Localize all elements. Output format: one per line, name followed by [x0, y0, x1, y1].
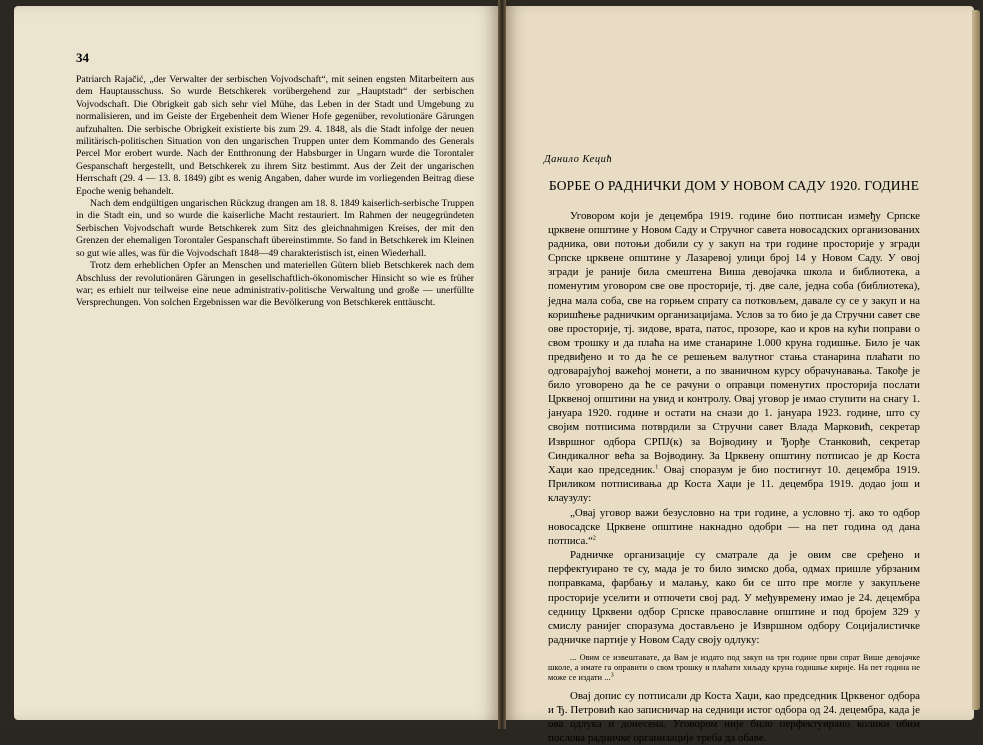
right-paragraph: Радничке организације су сматрале да је овим све сређено и перфектуирано те су, мада је то било зимско доба, одмах пришле убрзаним поправкама, фарбању и малању, како би се што пре могле у закупљене просторије уселити и отпочети свој рад. У међувремену имао је 24. децембра седницу Црквени одбор Српске православне општине и под бројем 329 у смислу ранијег споразума достављено је Извршном одбору Социјалистичке радничке партије у Новом Саду своју одлуку:: [548, 549, 920, 646]
left-paragraph: Nach dem endgültigen ungarischen Rückzug drangen am 18. 8. 1849 kaiserlich-serbische Truppen in die Stadt ein, und so wurde die kaiserliche Macht restauriert. Im Rahmen der neugegründeten Serbischen Vojvodschaft wurde Betschkerek zum Sitz des gleichnahmigen Kreises, der mit den Grenzen der ehemaligen Torontaler Gespanschaft übereinstimmte. So fand in Betschkerek im Kleinen so gut wie alles, was für die Vojvodschaft 1848—49 charakteristisch ist, einen Wiederhall.: [76, 198, 474, 259]
paragraph-text: Уговором који је децембра 1919. године био потписан између Српске црквене општине у Новом Саду и Стручног савета новосадских организованих радника, ови потоњи добили су у закуп на три године просторије у згради Српске црквене општине у Лазаревој улици број 14 у Новом Саду. У овој згради је раније била смештена Виша девојачка школа и библиотека, а поменутим уговором све ове просторије, тј. две сале, једна соба (библиотека), једна мала соба, све на горњем спрату са потковљем, давале су се у закуп и на коришћење радничким организацијама. Услов за то био је да Стручни савет све ове просторије, тј. зидове, врата, патос, прозоре, као и кров на кући поправи о свом трошку и да плаћа на име станарине 1.000 круна годишње. Било је чак предвиђено и то да ће се решењем валутног стања станарина плаћати по одговарајућој важећој монети, а по званичном курсу обрачунавања. Такође је било уговорено да ће се рачуни о оправци поменутих просторија послати Црквеној општини на увид и контролу. Овај уговор је имао ступити на снагу 1. јануара 1920. године и остати на снази до 1. јануара 1923. године, што су својим потписима потврдили за Стручни савет Влада Марковић, секретар Извршног одбора СРПЈ(к) за Војводину и Ђорђе Станковић, секретар Синдикалног већа за Војводину. За Црквену општину потписао је др Коста Хаџи као председник.: [548, 210, 920, 476]
page-edges: [972, 10, 980, 710]
quoted-clause: [548, 506, 920, 548]
quoted-decision: [548, 653, 920, 683]
right-page-text: [548, 209, 920, 745]
right-paragraph: [548, 209, 920, 505]
right-paragraph: Овај допис су потписали др Коста Хаџи, као председник Црквеног одбора и Ђ. Петровић као записничар на седници истог одбора од 24. децембра, када је ова одлука и донесена. Уговором није било перфектуирано колики обим послова радничке организације треба да обаве.: [548, 689, 920, 745]
article-author: Данило Кецић: [544, 154, 613, 165]
book-gutter: [498, 0, 506, 729]
page-number: 34: [76, 50, 89, 65]
quote-text: „Овај уговор важи безусловно на три године, а условно тј. ако то одбор новосадске Црквене општине накнадно одобри — на пет година од дана потписа.“: [548, 506, 920, 548]
footnote-mark: 1: [655, 464, 659, 471]
paragraph-text: Овај споразум је био постигнут 10. децембра 1919. Приликом потписивања др Коста Хаџи је 11. децембра 1919. додао још и клаузулу:: [548, 463, 920, 504]
left-paragraph: Trotz dem erheblichen Opfer an Menschen und materiellen Gütern blieb Betschkerek nach dem Abschluss der revolutionären Gärungen in gesellschaftlich-ökonomischer Hinsicht so wie es früher war; es erhielt nur teilweise eine neue administrativ-politische Verwaltung und große — unerfüllte Versprechungen. Von solchen Ergebnissen war die Bevölkerung von Betschkerek enttäuscht.: [76, 260, 474, 309]
article-title: БОРБЕ О РАДНИЧКИ ДОМ У НОВОМ САДУ 1920. ГОДИНЕ: [548, 178, 920, 193]
quote-text: ... Овим се извештавате, да Вам је издато под закуп на три године први спрат Више девојачке школе, а имате га оправити о свом трошку и плаћати хиљаду круна годишње кирије. На пет година не може се издати ...: [548, 652, 920, 682]
footnote-mark: 3: [610, 672, 614, 679]
left-page-text: [76, 74, 474, 310]
footnote-mark: 2: [592, 535, 596, 542]
left-paragraph: Patriarch Rajačić, „der Verwalter der serbischen Vojvodschaft“, mit seinen engsten Mitarbeitern aus dem Hauptausschuss. So wurde Betschkerek vorübergehend zur „Hauptstadt“ der serbischen Vojvodschaft. Die Obrigkeit gab sich sehr viel Mühe, das Leben in der Stadt und Umgebung zu normalisieren, und im Geiste der Ergebenheit dem Wiener Hofe gegenüber, revolutionäre Gärungen aufzuhalten. Die serbische Obrigkeit existierte bis zum 29. 4. 1848, als die Stadt infolge der neuen militärisch-politischen Situation von den ungarischen Truppen unter dem Kommando des Generals Percel Mor erobert wurde. Nach der Entthronung der Habsburger in Ungarn wurde die Torontaler Gespanschaft hergestellt, und Betschkerek zu ihrem Sitz bestimmt. Aus der Zeit der ungarischen Herrschaft (29. 4 — 13. 8. 1849) gibt es wenig Angaben, daher wurde im vorliegenden Beitrag diese Epoche wenig behandelt.: [76, 74, 474, 197]
